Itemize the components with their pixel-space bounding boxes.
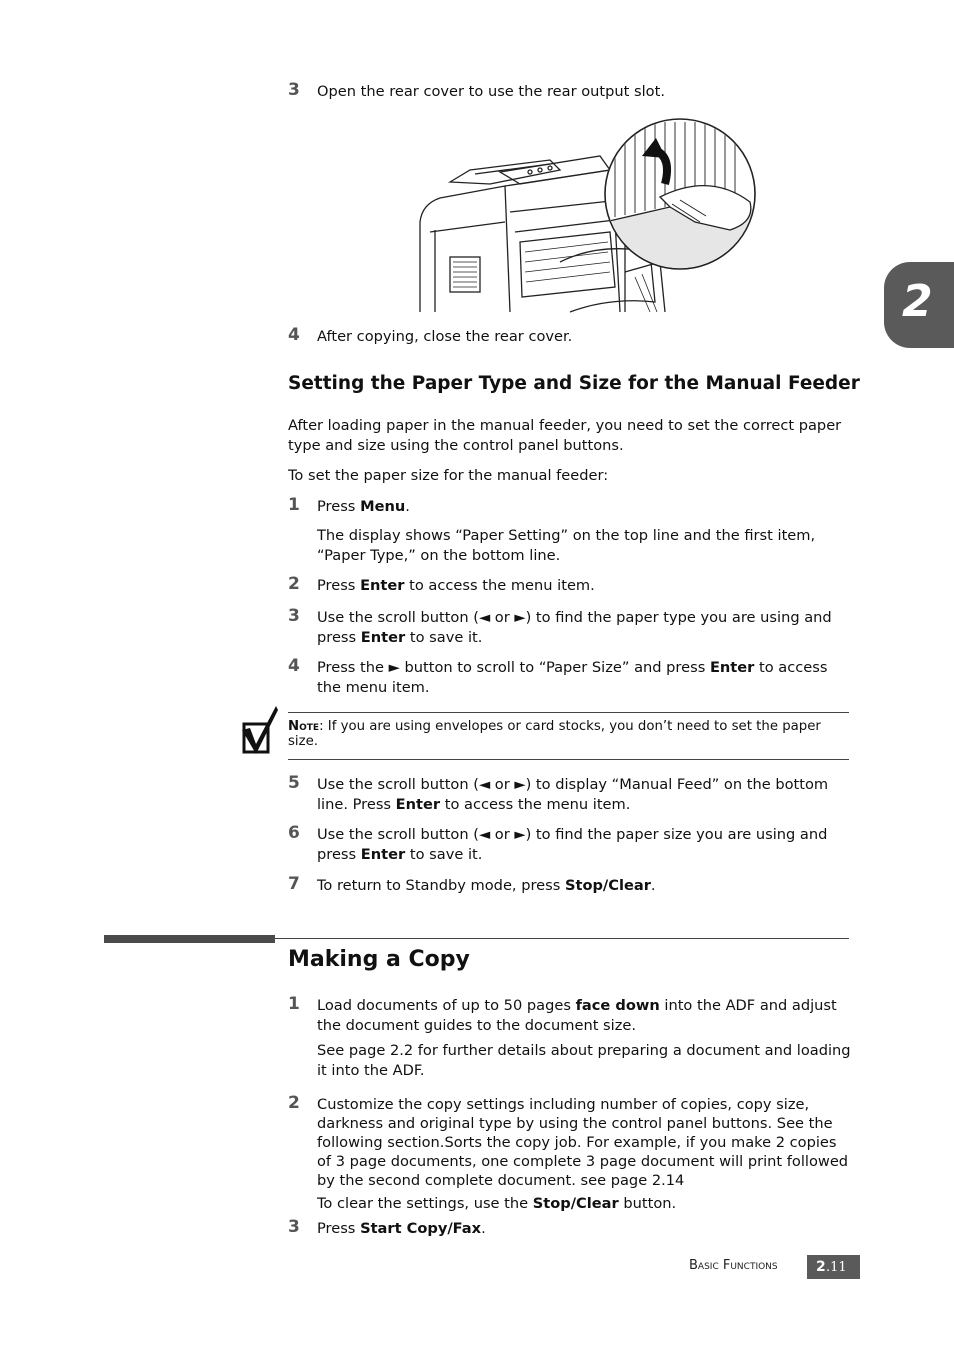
step-text: Use the scroll button (◄ or ►) to find the paper size you are using and press Enter to save it.: [317, 826, 828, 863]
step-number: 2: [288, 1093, 300, 1113]
note-text: Note: If you are using envelopes or card stocks, you don’t need to set the paper size.: [288, 719, 821, 749]
page-number-box: [807, 1255, 860, 1279]
step-subtext: To clear the settings, use the Stop/Clear button.: [317, 1195, 677, 1212]
section-heading: Setting the Paper Type and Size for the Manual Feeder: [288, 373, 860, 394]
step-text: Open the rear cover to use the rear output slot.: [317, 83, 665, 100]
note-divider-bottom: [288, 759, 849, 760]
chapter-number: 2: [902, 276, 933, 327]
page-number-chapter: 2: [816, 1259, 826, 1275]
paragraph: After loading paper in the manual feeder, you need to set the correct paper type and size using the control panel buttons.: [288, 417, 842, 454]
page-number-page: .11: [826, 1260, 847, 1275]
note-divider-top: [288, 712, 849, 713]
step-text: Use the scroll button (◄ or ►) to display “Manual Feed” on the bottom line. Press Enter to access the menu item.: [317, 776, 829, 813]
step-text: To return to Standby mode, press Stop/Clear.: [317, 877, 656, 894]
step-text: After copying, close the rear cover.: [317, 328, 573, 345]
step-subtext: The display shows “Paper Setting” on the top line and the first item, “Paper Type,” on the bottom line.: [317, 527, 816, 564]
step-number: 1: [288, 495, 300, 515]
step-number: 3: [288, 80, 300, 100]
step-number: 3: [288, 1217, 300, 1237]
paragraph: To set the paper size for the manual feeder:: [288, 467, 609, 484]
step-text: Press the ► button to scroll to “Paper Size” and press Enter to access the menu item.: [317, 659, 828, 696]
chapter-tab: [884, 262, 954, 348]
checkmark-icon: [240, 704, 280, 756]
step-number: 1: [288, 994, 300, 1014]
printer-rear-cover-illustration: [410, 112, 760, 317]
step-number: 6: [288, 823, 300, 843]
step-number: 7: [288, 874, 300, 894]
step-number: 5: [288, 773, 300, 793]
step-number: 3: [288, 606, 300, 626]
step-text: Press Enter to access the menu item.: [317, 577, 595, 594]
section-heading: Making a Copy: [288, 947, 470, 972]
step-subtext: See page 2.2 for further details about preparing a document and loading it into the ADF.: [317, 1042, 851, 1079]
footer-label: Basic Functions: [689, 1258, 778, 1273]
step-number: 2: [288, 574, 300, 594]
step-number: 4: [288, 325, 300, 345]
step-text: Customize the copy settings including number of copies, copy size, darkness and original type by using the control panel buttons. See the following section.Sorts the copy job. For example, if you make 2 copies of 3 page documents, one complete 3 page document will print followed by the second complete document. see page 2.14: [317, 1096, 849, 1189]
section-rule-thick: [104, 935, 275, 943]
step-text: Use the scroll button (◄ or ►) to find the paper type you are using and press Enter to save it.: [317, 609, 832, 646]
step-number: 4: [288, 656, 300, 676]
section-rule-thin: [275, 938, 849, 939]
step-text: Load documents of up to 50 pages face down into the ADF and adjust the document guides to the document size.: [317, 997, 837, 1034]
step-text: Press Menu.: [317, 498, 410, 515]
step-text: Press Start Copy/Fax.: [317, 1220, 486, 1237]
